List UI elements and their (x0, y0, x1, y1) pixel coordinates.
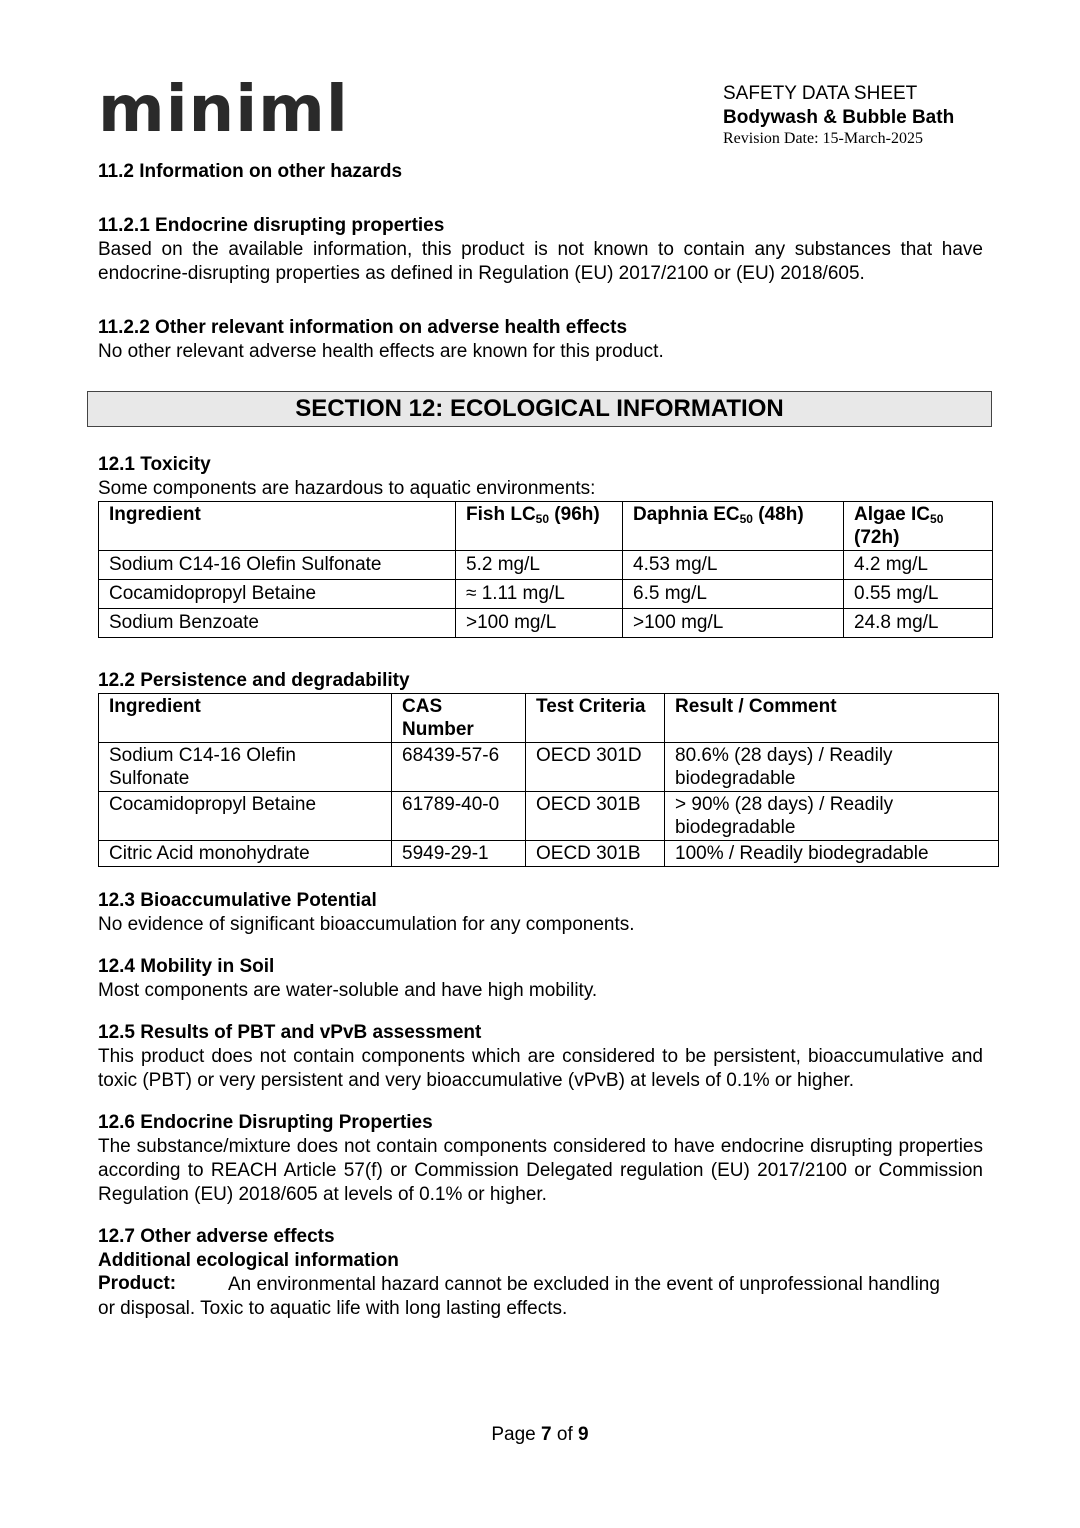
cell-daphnia: >100 mg/L (623, 609, 844, 638)
product-text: An environmental hazard cannot be excluded in the event of unprofessional handling (228, 1274, 940, 1295)
toxicity-intro: Some components are hazardous to aquatic environments: (98, 478, 596, 499)
adverse-text: No other relevant adverse health effects are known for this product. (98, 341, 664, 362)
table-header-row (99, 502, 993, 551)
heading-12-2: 12.2 Persistence and degradability (98, 670, 410, 691)
page-number: Page 7 of 9 (491, 1424, 589, 1445)
toxicity-table (98, 501, 993, 638)
col-daphnia: Daphnia $EC_{50}$ (48h) (623, 502, 844, 551)
heading-12-7: 12.7 Other adverse effects (98, 1226, 335, 1247)
heading-11-2-1: 11.2.1 Endocrine disrupting properties (98, 215, 445, 236)
table-row (99, 792, 999, 841)
pbt-text: This product does not contain components which are considered to be persistent, bioaccumulative and toxic (PBT) or very persistent and very bioaccumulative (vPvB) at levels of 0.1% or higher. (98, 1046, 983, 1091)
cell-result: > 90% (28 days) / Readily biodegradable (665, 792, 999, 841)
cell-algae: 0.55 mg/L (844, 580, 993, 609)
cell-result: 80.6% (28 days) / Readily biodegradable (665, 743, 999, 792)
endocrine12-text: The substance/mixture does not contain components considered to have endocrine disrupting properties according to REACH Article 57(f) or Commission Delegated regulation (EU) 2017/2100 or Commission Regulation (EU) 2018/605 at levels of 0.1% or higher. (98, 1136, 983, 1205)
cell-test: OECD 301B (526, 841, 665, 867)
cell-fish: 5.2 mg/L (456, 551, 623, 580)
heading-12-6: 12.6 Endocrine Disrupting Properties (98, 1112, 433, 1133)
product-label: Product: (98, 1273, 177, 1294)
revision-date: Revision Date: 15-March-2025 (723, 130, 923, 147)
endocrine-text: Based on the available information, this product is not known to contain any substances that have endocrine-disrupting properties as defined in Regulation (EU) 2017/2100 or (EU) 2018/605. (98, 239, 983, 284)
product-statement (98, 1273, 983, 1297)
col-result: Result / Comment (665, 694, 999, 743)
cell-ingredient: Cocamidopropyl Betaine (99, 792, 392, 841)
heading-11-2-2: 11.2.2 Other relevant information on adverse health effects (98, 317, 628, 338)
cell-fish: ≈ 1.11 mg/L (456, 580, 623, 609)
col-test: Test Criteria (526, 694, 665, 743)
document-header (723, 82, 954, 148)
col-ingredient: Ingredient (99, 694, 392, 743)
cell-cas: 61789-40-0 (392, 792, 526, 841)
cell-ingredient: Cocamidopropyl Betaine (99, 580, 456, 609)
cell-ingredient: Sodium C14-16 Olefin Sulfonate (99, 743, 392, 792)
heading-12-4: 12.4 Mobility in Soil (98, 956, 275, 977)
bio-text: No evidence of significant bioaccumulation for any components. (98, 914, 635, 935)
col-algae: Algae $IC_{50}$ (72h) (844, 502, 993, 551)
cell-ingredient: Sodium C14-16 Olefin Sulfonate (99, 551, 456, 580)
cell-algae: 4.2 mg/L (844, 551, 993, 580)
cell-result: 100% / Readily biodegradable (665, 841, 999, 867)
heading-12-5: 12.5 Results of PBT and vPvB assessment (98, 1022, 482, 1043)
mobility-text: Most components are water-soluble and have high mobility. (98, 980, 598, 1001)
cell-cas: 5949-29-1 (392, 841, 526, 867)
persistence-table (98, 693, 999, 867)
product-text-2: or disposal. Toxic to aquatic life with long lasting effects. (98, 1298, 568, 1319)
cell-cas: 68439-57-6 (392, 743, 526, 792)
col-ingredient: Ingredient (99, 502, 456, 551)
cell-ingredient: Citric Acid monohydrate (99, 841, 392, 867)
heading-11-2: 11.2 Information on other hazards (98, 161, 403, 182)
col-cas: CAS Number (392, 694, 526, 743)
table-row (99, 841, 999, 867)
table-row (99, 551, 993, 580)
cell-test: OECD 301D (526, 743, 665, 792)
cell-ingredient: Sodium Benzoate (99, 609, 456, 638)
doc-type: SAFETY DATA SHEET (723, 83, 918, 104)
table-row (99, 580, 993, 609)
col-fish: Fish $LC_{50}$ (96h) (456, 502, 623, 551)
table-header-row (99, 694, 999, 743)
product-name: Bodywash & Bubble Bath (723, 107, 955, 128)
section-12-title: SECTION 12: ECOLOGICAL INFORMATION (87, 391, 992, 427)
table-row (99, 743, 999, 792)
heading-12-3: 12.3 Bioaccumulative Potential (98, 890, 377, 911)
cell-test: OECD 301B (526, 792, 665, 841)
cell-daphnia: 6.5 mg/L (623, 580, 844, 609)
page-content (98, 160, 983, 1321)
cell-fish: >100 mg/L (456, 609, 623, 638)
heading-12-1: 12.1 Toxicity (98, 454, 211, 475)
cell-daphnia: 4.53 mg/L (623, 551, 844, 580)
cell-algae: 24.8 mg/L (844, 609, 993, 638)
subheading-additional: Additional ecological information (98, 1250, 399, 1271)
table-row (99, 609, 993, 638)
brand-logo: miniml (98, 73, 349, 147)
